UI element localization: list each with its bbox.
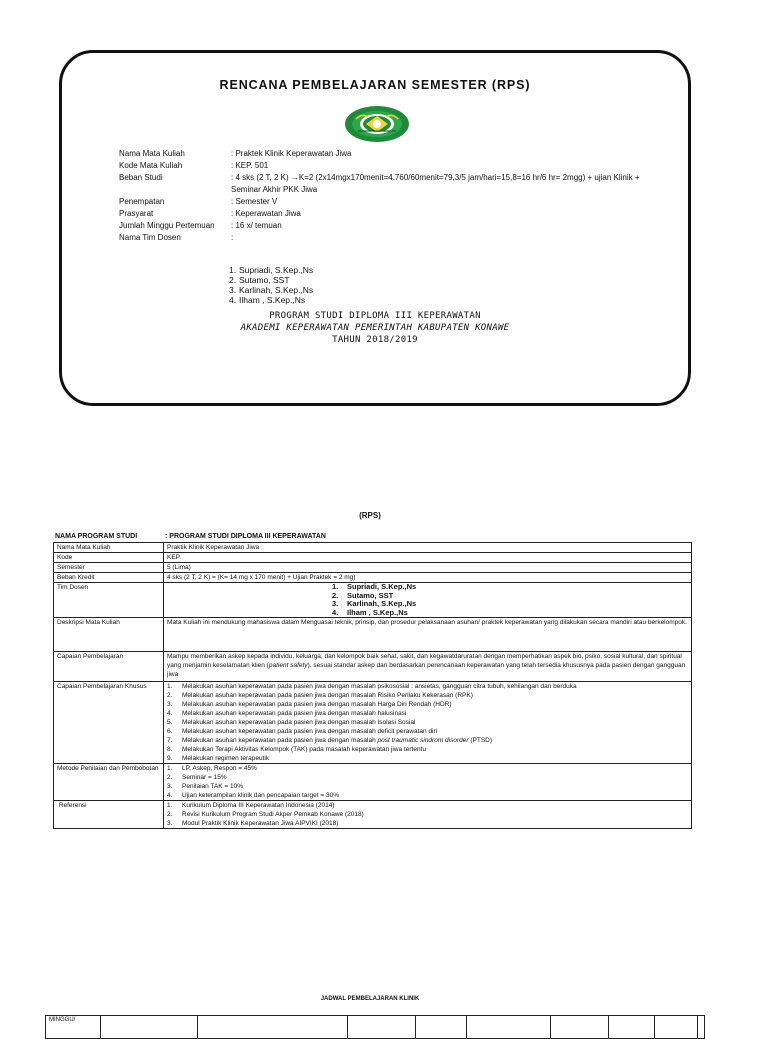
list-item	[167, 801, 688, 810]
row-label: Capaian Pembelajaran	[54, 652, 164, 682]
dosen-list	[229, 265, 313, 305]
table-row	[46, 1016, 705, 1039]
row-label: Metode Penilaian dan Pembobotan	[54, 764, 164, 801]
capaian-text: Mampu memberikan askep kepada individu, keluarga, dan kelompok baik sehat, sakit, dan kegawatdaruratan dengan memperhatikan aspek bio, psiko, sosial kultural, dan spiritual yang menjamin keselamatan klien (	[167, 653, 682, 669]
table-header-cell	[466, 1016, 550, 1039]
list-item	[229, 275, 313, 285]
list-number: 5.	[167, 719, 173, 726]
dosen-name: Karlinah, S.Kep.,Ns	[239, 285, 314, 295]
list-text: Melakukan asuhan keperawatan pada pasien jiwa dengan masalah Risiko Perilaku Kekerasan (RPK)	[182, 692, 473, 699]
info-label: Penempatan	[119, 197, 165, 206]
dosen-name: Ilham , S.Kep.,Ns	[347, 607, 408, 617]
table-row	[54, 618, 692, 652]
table-row	[54, 801, 692, 829]
list-text: Melakukan asuhan keperawatan pada pasien jiwa dengan masalah halusinasi	[182, 710, 407, 717]
rps-table	[53, 542, 692, 829]
capaian-khusus-list	[167, 682, 688, 763]
info-value: : 16 x/ temuan	[231, 221, 282, 230]
list-number: 3.	[229, 285, 237, 295]
table-header-cell	[198, 1016, 348, 1039]
info-row	[119, 232, 659, 244]
row-value: 4 sks (2 T, 2 K) = (K= 14 mg x 170 menit) + Ujian Praktek = 2 mg)	[164, 573, 692, 583]
info-label: Nama Tim Dosen	[119, 233, 181, 242]
cover-page	[59, 50, 691, 406]
capaian-italic: patient safety	[268, 662, 308, 669]
list-text: Modul Praktik Klinik Keperawatan Jiwa AIPVIKI (2018)	[182, 820, 339, 827]
info-row	[119, 196, 659, 208]
info-label: Jumlah Minggu Pertemuan	[119, 221, 215, 230]
info-value: : Praktek Klinik Keperawatan Jiwa	[231, 149, 352, 158]
info-value: : KEP. 501	[231, 161, 269, 170]
info-value: :	[231, 233, 234, 242]
list-number: 2.	[167, 692, 173, 699]
list-text-part: (PTSD)	[468, 737, 493, 744]
list-text: Penilaian TAK = 10%	[182, 783, 244, 790]
row-label: Tim Dosen	[54, 583, 164, 618]
list-number: 3.	[167, 701, 173, 708]
list-text: Melakukan asuhan keperawatan pada pasien jiwa dengan masalah psikososial : ansietas, gangguan citra tubuh, kehilangan dan berduka	[182, 683, 577, 690]
program-studi	[55, 533, 326, 540]
list-text: Kurikulum Diploma III Keperawatan Indonesia (2014)	[182, 802, 335, 809]
list-text: Melakukan asuhan keperawatan pada pasien jiwa dengan masalah Isolasi Sosial	[182, 719, 416, 726]
row-value: Mata Kuliah ini mendukung mahasiswa dalam Menguasai teknik, prinsip, dan prosedur pelaksanaan asuhan/ praktek keperawatan yang dilakukan secara mandiri atau berkelompok.	[164, 618, 692, 652]
table-row	[54, 553, 692, 563]
dosen-name: Sutamo, SST	[347, 590, 394, 600]
list-item	[229, 265, 313, 275]
list-item	[167, 791, 688, 800]
table-header-cell	[550, 1016, 608, 1039]
dosen-name: Sutamo, SST	[239, 275, 290, 285]
capaian-text: ), sesuai standar askep dan berdasarkan perencanaan keperawatan yang telah tersedia khususnya pada pasien dengan gangguan jiwa	[167, 662, 686, 678]
list-item	[167, 736, 688, 745]
list-number: 8.	[167, 746, 173, 753]
row-label: Beban Kredit	[54, 573, 164, 583]
list-item	[167, 727, 688, 736]
row-label: Kode	[54, 553, 164, 563]
dosen-name: Karlinah, S.Kep.,Ns	[347, 599, 417, 608]
row-value	[164, 682, 692, 764]
list-number: 1.	[229, 265, 237, 275]
table-row	[54, 652, 692, 682]
list-text: LP, Askep, Respon = 45%	[182, 765, 257, 772]
rps-heading: (RPS)	[359, 511, 381, 520]
list-item	[167, 709, 688, 718]
table-row	[54, 764, 692, 801]
row-value	[164, 583, 692, 618]
table-row	[54, 583, 692, 618]
list-number: 4.	[167, 792, 173, 799]
program-name: PROGRAM STUDI DIPLOMA III KEPERAWATAN	[269, 311, 481, 321]
list-number: 6.	[167, 728, 173, 735]
list-number: 2.	[332, 590, 339, 600]
table-row	[54, 543, 692, 553]
list-item	[167, 754, 688, 763]
list-item	[167, 782, 688, 791]
list-text: Melakukan Terapi Aktivitas Kelompok (TAK) pada masalah keperawatan jiwa tertentu	[182, 746, 426, 753]
table-header-cell	[100, 1016, 198, 1039]
list-number: 3.	[167, 820, 173, 827]
list-item	[167, 691, 688, 700]
list-text	[182, 736, 492, 745]
list-number: 2.	[229, 275, 237, 285]
list-text: Melakukan regimen terapeutik	[182, 755, 270, 762]
jadwal-title: JADWAL PEMBELAJARAN KLINIK	[320, 996, 420, 1002]
row-label: Capaian Pembelajaran Khusus	[54, 682, 164, 764]
info-value: : Semester V	[231, 197, 278, 206]
jadwal-table	[45, 1015, 705, 1039]
info-row	[119, 208, 659, 220]
list-item	[229, 285, 313, 295]
academic-year: TAHUN 2018/2019	[332, 335, 418, 345]
info-value: : Keperawatan Jiwa	[231, 209, 301, 218]
info-value: : 4 sks (2 T, 2 K) →K=2 (2x14mgx170menit=4.760/60menit=79,3/5 jam/hari=15,8=16 hr/6 hr= 2mgg) + ujian Klinik + Seminar Akhir PKK Jiwa	[231, 173, 640, 194]
institution-name: AKADEMI KEPERAWATAN PEMERINTAH KABUPATEN KONAWE	[240, 323, 510, 333]
list-text: Ujian keterampilan klinik dan pencapaian target = 30%	[182, 792, 339, 799]
row-value	[164, 764, 692, 801]
list-number: 7.	[167, 737, 173, 744]
program-label: NAMA PROGRAM STUDI	[55, 533, 138, 540]
list-text: Seminar = 15%	[182, 774, 227, 781]
row-value: KEP.	[164, 553, 692, 563]
list-text: Revisi Kurikulum Program Studi Akper Pemkab Konawe (2018)	[182, 811, 364, 818]
list-number: 4.	[229, 295, 237, 305]
course-info	[119, 148, 659, 244]
list-text-part: Melakukan asuhan keperawatan pada pasien jiwa dengan masalah	[182, 737, 378, 744]
table-header-cell	[655, 1016, 698, 1039]
row-value: Praktik Klinik Keperawatan Jiwa	[164, 543, 692, 553]
info-label: Kode Mata Kuliah	[119, 161, 183, 170]
list-number: 1.	[332, 582, 339, 591]
list-number: 3.	[167, 783, 173, 790]
info-label: Prasyarat	[119, 209, 154, 218]
row-label: Semester	[54, 563, 164, 573]
info-row	[119, 148, 659, 160]
cover-footer	[62, 310, 688, 346]
list-number: 1.	[167, 765, 173, 772]
list-item	[167, 682, 688, 691]
list-item	[167, 764, 688, 773]
list-number: 4.	[167, 710, 173, 717]
info-row	[119, 220, 659, 232]
row-label: Deskripsi Mata Kuliah	[54, 618, 164, 652]
cover-title: RENCANA PEMBELAJARAN SEMESTER (RPS)	[219, 78, 531, 92]
info-label: Beban Studi	[119, 173, 163, 182]
list-number: 1.	[167, 683, 173, 690]
list-number: 2.	[167, 774, 173, 781]
dosen-name: Supriadi, S.Kep.,Ns	[239, 265, 314, 275]
table-header-cell	[416, 1016, 466, 1039]
list-item	[167, 819, 688, 828]
list-item	[167, 745, 688, 754]
list-item	[167, 773, 688, 782]
list-number: 1.	[167, 802, 173, 809]
metode-list	[167, 764, 688, 800]
list-item	[332, 609, 688, 618]
tim-dosen-list	[167, 583, 688, 617]
info-row	[119, 172, 659, 196]
referensi-list	[167, 801, 688, 828]
list-number: 4.	[332, 607, 339, 617]
list-number: 9.	[167, 755, 173, 762]
table-header-cell	[609, 1016, 655, 1039]
table-row	[54, 563, 692, 573]
dosen-name: Ilham , S.Kep.,Ns	[239, 295, 306, 305]
table-header-cell: MINGGU/	[46, 1016, 101, 1039]
list-number: 3.	[332, 599, 339, 608]
row-value	[164, 801, 692, 829]
list-text: Melakukan asuhan keperawatan pada pasien jiwa dengan masalah Harga Diri Rendah (HDR)	[182, 701, 452, 708]
row-label	[54, 801, 164, 829]
table-row	[54, 573, 692, 583]
row-value: 5 (Lima)	[164, 563, 692, 573]
table-header-cell	[348, 1016, 416, 1039]
program-value: : PROGRAM STUDI DIPLOMA III KEPERAWATAN	[165, 533, 326, 540]
row-value	[164, 652, 692, 682]
list-item	[167, 810, 688, 819]
list-text-italic: post traumatic sindrom disorder	[377, 737, 469, 744]
akademi-keperawatan-logo-icon	[344, 105, 410, 143]
table-header-cell	[698, 1016, 705, 1039]
list-item	[167, 700, 688, 709]
info-label: Nama Mata Kuliah	[119, 149, 185, 158]
info-row	[119, 160, 659, 172]
list-number: 2.	[167, 811, 173, 818]
row-label-text: Referensi	[58, 802, 87, 809]
dosen-name: Supriadi, S.Kep.,Ns	[347, 582, 417, 591]
list-item	[167, 718, 688, 727]
list-item	[229, 295, 313, 305]
list-text: Melakukan asuhan keperawatan pada pasien jiwa dengan masalah deficit perawatan diri	[182, 728, 438, 735]
row-label: Nama Mata Kuliah	[54, 543, 164, 553]
table-row	[54, 682, 692, 764]
